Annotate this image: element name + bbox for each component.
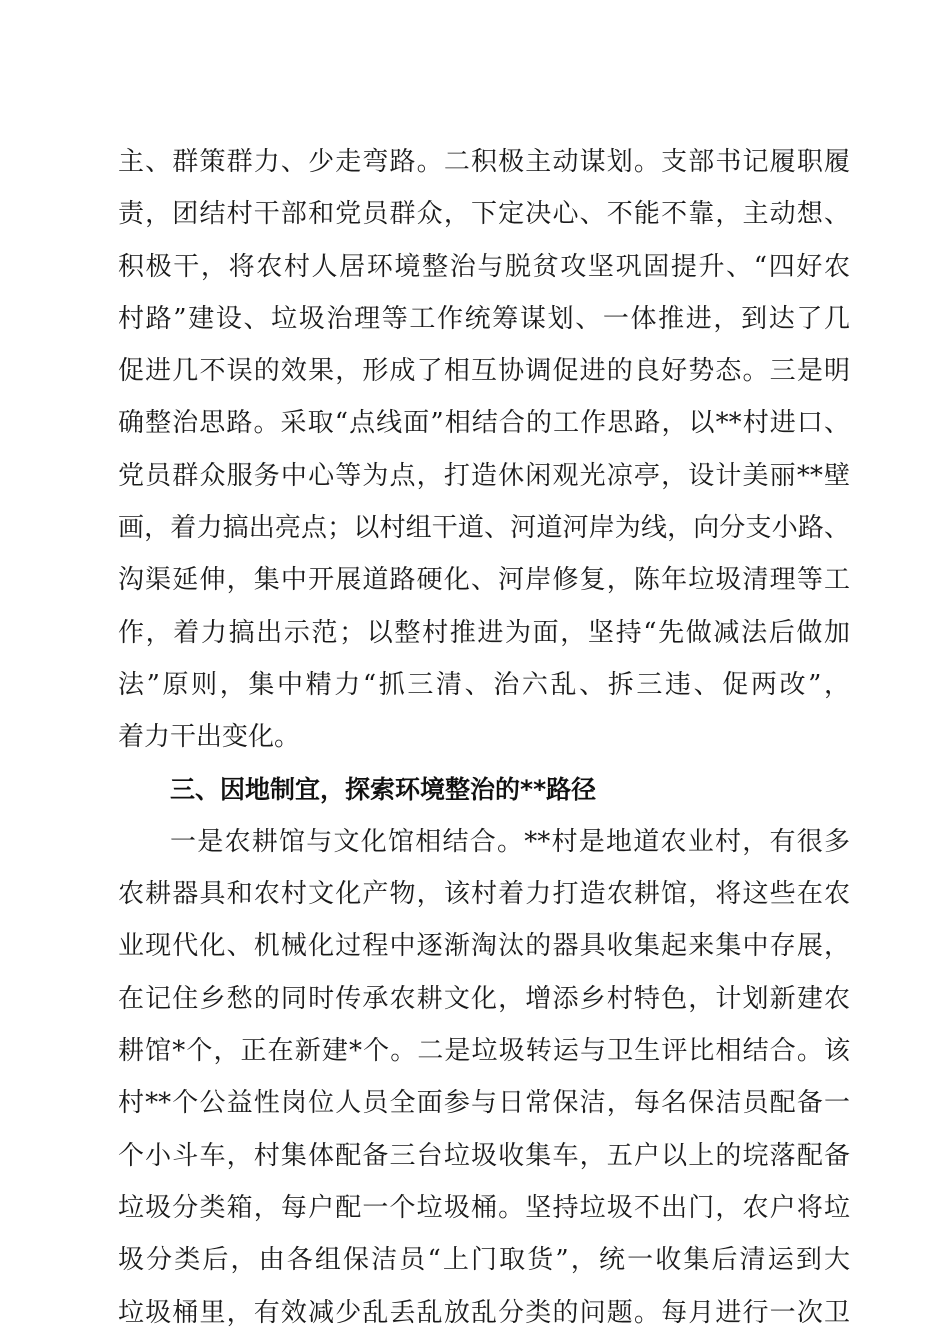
paragraph-1: [118, 136, 850, 764]
text-line: 主、群策群力、少走弯路。二积极主动谋划。支部书记履职履: [118, 147, 850, 177]
text-line: 积极干，将农村人居环境整治与脱贫攻坚巩固提升、“四好农: [118, 251, 850, 282]
text-line: 垃圾分类箱，每户配一个垃圾桶。坚持垃圾不出门，农户将垃: [118, 1192, 850, 1223]
text-line: 确整治思路。采取“点线面”相结合的工作思路，以**村进口、: [118, 408, 850, 439]
text-line: 耕馆*个，正在新建*个。二是垃圾转运与卫生评比相结合。该: [118, 1036, 850, 1067]
text-line: 在记住乡愁的同时传承农耕文化，增添乡村特色，计划新建农: [118, 983, 850, 1014]
text-line: 法”原则，集中精力“抓三清、治六乱、拆三违、促两改”，: [118, 669, 850, 700]
paragraph-2: [118, 816, 850, 1339]
text-line: 党员群众服务中心等为点，打造休闲观光凉亭，设计美丽**壁: [118, 460, 850, 491]
section-heading: 三、因地制宜，探索环境整治的**路径: [170, 774, 597, 804]
text-line: 个小斗车，村集体配备三台垃圾收集车，五户以上的垸落配备: [118, 1140, 850, 1171]
text-line: 作，着力搞出示范；以整村推进为面，坚持“先做减法后做加: [118, 617, 850, 648]
text-line: 着力干出变化。: [118, 722, 301, 753]
document-body: [118, 136, 850, 1339]
text-line: 画，着力搞出亮点；以村组干道、河道河岸为线，向分支小路、: [118, 513, 850, 544]
text-line: 责，团结村干部和党员群众，下定决心、不能不靠，主动想、: [118, 199, 850, 230]
text-line: 村**个公益性岗位人员全面参与日常保洁，每名保洁员配备一: [118, 1088, 850, 1119]
text-line: 一是农耕馆与文化馆相结合。**村是地道农业村，有很多: [170, 826, 850, 857]
text-line: 促进几不误的效果，形成了相互协调促进的良好势态。三是明: [118, 356, 850, 387]
text-line: 村路”建设、垃圾治理等工作统筹谋划、一体推进，到达了几: [118, 303, 850, 334]
text-line: 业现代化、机械化过程中逐渐淘汰的器具收集起来集中存展，: [118, 931, 850, 962]
text-line: 沟渠延伸，集中开展道路硬化、河岸修复，陈年垃圾清理等工: [118, 565, 850, 596]
text-line: 圾分类后，由各组保洁员“上门取货”，统一收集后清运到大: [118, 1245, 850, 1276]
text-line: 垃圾桶里，有效减少乱丢乱放乱分类的问题。每月进行一次卫: [118, 1297, 850, 1328]
text-line: 农耕器具和农村文化产物，该村着力打造农耕馆，将这些在农: [118, 879, 850, 910]
